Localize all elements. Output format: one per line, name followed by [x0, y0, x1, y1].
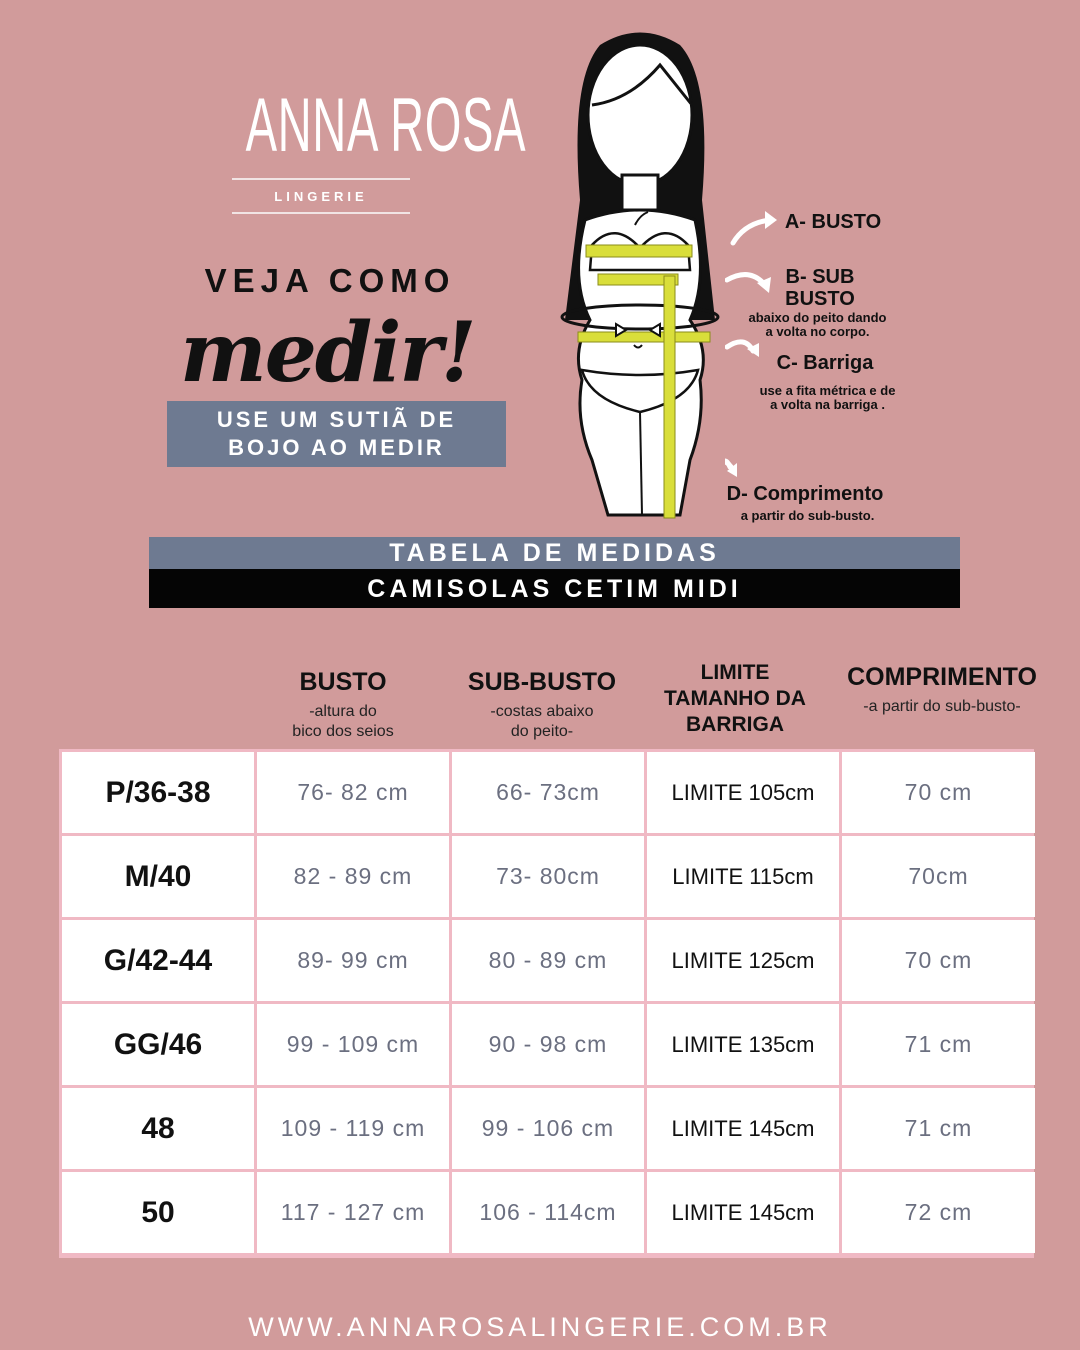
cell-sub-busto: 73- 80cm: [452, 836, 644, 917]
column-note-busto-line2: bico dos seios: [292, 723, 394, 740]
cell-sub-busto: 90 - 98 cm: [452, 1004, 644, 1085]
cell-comprimento: 70 cm: [842, 920, 1035, 1001]
size-table: [59, 749, 1034, 1258]
label-d-note: a partir do sub-busto.: [740, 508, 875, 523]
label-b-note: [725, 311, 910, 339]
brand-divider-top: [232, 178, 410, 180]
column-note-sub-busto-line2: do peito-: [510, 723, 574, 740]
label-a-title: A- BUSTO: [784, 211, 882, 233]
label-c-note: [735, 384, 920, 412]
cell-barriga: LIMITE 115cm: [647, 836, 839, 917]
label-b-title-line2: BUSTO: [785, 288, 855, 310]
cell-busto: 76- 82 cm: [257, 752, 449, 833]
cell-barriga: LIMITE 135cm: [647, 1004, 839, 1085]
cell-size: GG/46: [62, 1004, 254, 1085]
column-header-barriga: [640, 660, 830, 738]
tip-box: [167, 401, 506, 467]
brand-logo: ANNA ROSA: [245, 83, 527, 168]
cell-size: 50: [62, 1172, 254, 1253]
column-title-comprimento: COMPRIMENTO: [847, 663, 1037, 691]
cell-size: 48: [62, 1088, 254, 1169]
table-banner-title: TABELA DE MEDIDAS: [149, 537, 960, 569]
cell-comprimento: 72 cm: [842, 1172, 1035, 1253]
cell-busto: 82 - 89 cm: [257, 836, 449, 917]
label-b-note-line1: abaixo do peito dando: [748, 310, 887, 325]
column-title-barriga-line1: LIMITE: [700, 661, 770, 684]
label-arrows: [725, 205, 785, 485]
column-title-sub-busto: SUB-BUSTO: [467, 668, 617, 696]
column-note-comprimento: -a partir do sub-busto-: [863, 698, 1021, 715]
cell-sub-busto: 106 - 114cm: [452, 1172, 644, 1253]
column-title-busto: BUSTO: [299, 668, 387, 696]
column-title-barriga-line2: TAMANHO DA: [664, 687, 806, 710]
cell-barriga: LIMITE 105cm: [647, 752, 839, 833]
body-measurement-illustration: [540, 20, 740, 525]
label-c-title: C- Barriga: [776, 352, 874, 374]
cell-sub-busto: 80 - 89 cm: [452, 920, 644, 1001]
headline-line2: medir!: [180, 305, 475, 401]
cell-size: M/40: [62, 836, 254, 917]
label-b-note-line2: a volta no corpo.: [765, 324, 870, 339]
cell-sub-busto: 66- 73cm: [452, 752, 644, 833]
label-c-note-line2: a volta na barriga .: [770, 397, 885, 412]
label-c-note-line1: use a fita métrica e de: [759, 383, 896, 398]
brand-divider-bottom: [232, 212, 410, 214]
tip-line1: USE UM SUTIÃ DE: [216, 407, 457, 432]
cell-comprimento: 71 cm: [842, 1004, 1035, 1085]
cell-barriga: LIMITE 145cm: [647, 1172, 839, 1253]
cell-size: P/36-38: [62, 752, 254, 833]
footer-website-link[interactable]: WWW.ANNAROSALINGERIE.COM.BR: [248, 1312, 832, 1342]
brand-subtitle: LINGERIE: [274, 189, 368, 204]
tip-line2: BOJO AO MEDIR: [228, 435, 445, 460]
column-header-busto: [258, 669, 428, 742]
cell-size: G/42-44: [62, 920, 254, 1001]
cell-busto: 109 - 119 cm: [257, 1088, 449, 1169]
column-note-sub-busto-line1: -costas abaixo: [490, 703, 594, 720]
column-header-sub-busto: [447, 669, 637, 742]
cell-comprimento: 71 cm: [842, 1088, 1035, 1169]
table-banner-subtitle: CAMISOLAS CETIM MIDI: [149, 569, 960, 608]
headline-line1: VEJA COMO: [204, 262, 456, 299]
label-b-title-line1: B- SUB: [785, 266, 855, 288]
cell-busto: 99 - 109 cm: [257, 1004, 449, 1085]
cell-comprimento: 70 cm: [842, 752, 1035, 833]
cell-comprimento: 70cm: [842, 836, 1035, 917]
cell-sub-busto: 99 - 106 cm: [452, 1088, 644, 1169]
cell-busto: 89- 99 cm: [257, 920, 449, 1001]
label-b-title: [760, 266, 880, 310]
label-d-title: D- Comprimento: [726, 483, 884, 505]
cell-barriga: LIMITE 145cm: [647, 1088, 839, 1169]
column-note-busto-line1: -altura do: [309, 703, 377, 720]
column-title-barriga-line3: BARRIGA: [686, 713, 784, 736]
cell-barriga: LIMITE 125cm: [647, 920, 839, 1001]
column-header-comprimento: [826, 664, 1058, 717]
cell-busto: 117 - 127 cm: [257, 1172, 449, 1253]
